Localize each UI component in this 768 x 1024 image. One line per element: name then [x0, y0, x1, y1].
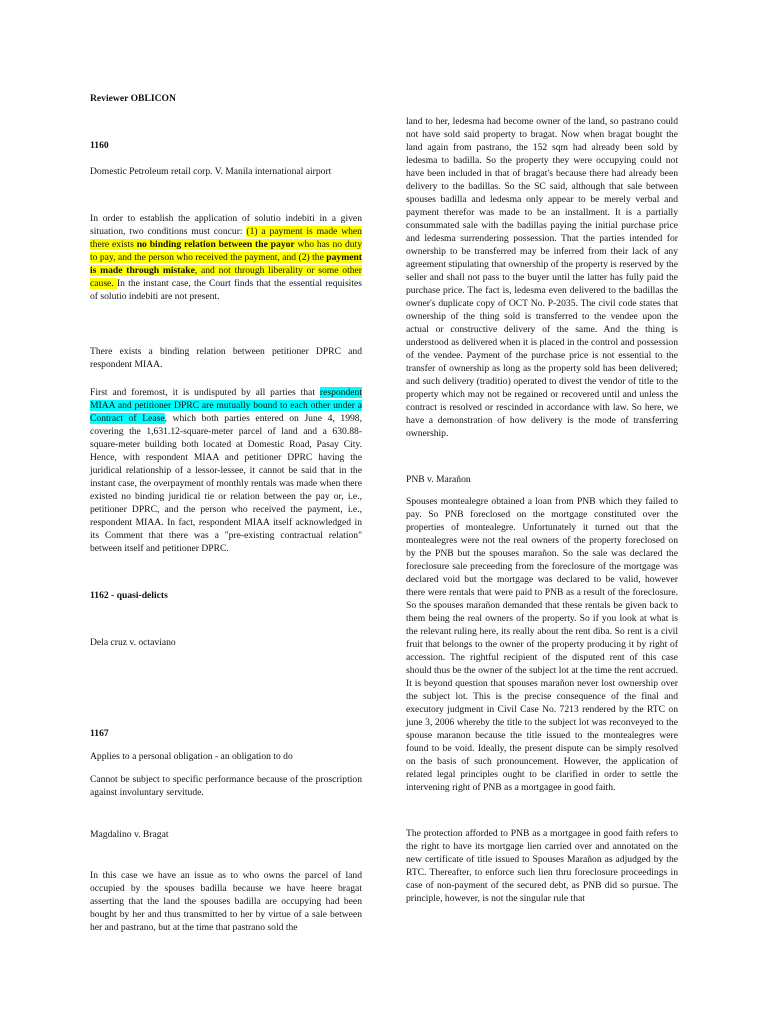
- highlight-yellow-bold: no binding relation between the payor: [136, 239, 295, 250]
- text-segment: In order to establish the application of solutio indebiti in a given situation, two conditions must concur:: [90, 213, 362, 237]
- highlight-yellow: who has no duty to pay, and the person who received the payment, and (2) the: [90, 239, 362, 263]
- highlight-yellow-bold: payment is made through mistake: [90, 252, 362, 276]
- highlight-yellow: , and not through liberality or some other cause.: [90, 265, 362, 289]
- text-segment: , which both parties entered on June 4, 1998, covering the 1,631.12-square-meter parcel of land and a 630.88-square-meter building both located at Domestic Road, Pasay City. Hence, with respondent MIAA and petitioner DPRC having the juridical relationship of a lessor-lessee, it cannot be said that in the instant case, the overpayment of monthly rentals was made when there existed no binding juridical tie or relation between the pay or, i.e., petitioner DPRC, and the person who received the payment, i.e., respondent MIAA. In fact, respondent MIAA itself acknowledged in its Comment that there was a "pre-existing contractual relation" between itself and petitioner DPRC.: [90, 413, 362, 554]
- heading-1167: 1167: [90, 728, 109, 739]
- right-column: [406, 115, 678, 905]
- paragraph-solutio-indebiti: [90, 212, 362, 303]
- paragraph-pnb-rentals: Spouses montealegre obtained a loan from PNB which they failed to pay. So PNB foreclosed on the mortgage constituted over the properties of montealegre. Unfortunately it turned out that the montealegres were not the real owners of the property foreclosed on by the PNB but the spouses marañon. So the sale was declared the foreclosure sale preceeding from the foreclosure of the mortgage was declared void but the mortgage was declared to be valid, however there were rentals that were paid to PNB as a result of the foreclosure. So the spouses marañon demanded that these rentals be given back to them being the real owners of the property. So if you look at what is the relevant ruling here, its really about the rent diba. So rent is a civil fruit that belongs to the owner of the property producing it by right of accession. The rightful recipient of the disputed rent of this case should thus be the owner of the subject lot at the time the rent accrued. It is beyond question that spouses marañon never lost ownership over the subject lot. This is the precise consequence of the final and executory judgment in Civil Case No. 7213 rendered by the RTC on june 3, 2006 whereby the title to the subject lot was reconveyed to the spouse maranon because the title issued to the montealegres were found to be void. Ideally, the present dispute can be simply resolved on the basis of such pronouncement. However, the application of related legal principles ought to be clarified in order to settle the intervening right of PNB as a mortgagee in good faith.: [406, 496, 678, 793]
- paragraph-personal-obligation: Applies to a personal obligation - an obligation to do: [90, 751, 293, 762]
- heading-1162: 1162 - quasi-delicts: [90, 590, 168, 601]
- case-title-magdalino: Magdalino v. Bragat: [90, 829, 169, 840]
- text-segment: In the instant case, the Court finds that the essential requisites of solutio indebiti are not present.: [90, 278, 363, 302]
- highlight-cyan: respondent MIAA and petitioner DPRC are mutually bound to each other under a Contract of Lease: [90, 387, 362, 424]
- case-title-pnb-maranon: PNB v. Marañon: [406, 474, 471, 485]
- paragraph-binding-relation: There exists a binding relation between petitioner DPRC and respondent MIAA.: [90, 346, 362, 370]
- heading-1160: 1160: [90, 140, 109, 151]
- left-column: [90, 92, 362, 934]
- case-title-dela-cruz: Dela cruz v. octaviano: [90, 637, 176, 648]
- paragraph-involuntary-servitude: Cannot be subject to specific performance because of the proscription against involuntary servitude.: [90, 774, 362, 798]
- text-segment: First and foremost, it is undisputed by all parties that: [90, 387, 320, 398]
- paragraph-magdalino-facts: In this case we have an issue as to who owns the parcel of land occupied by the spouses badilla because we have heere bragat asserting that the land the spouses badilla are occupying had been bought by her and thus transmitted to her by virtue of a sale between her and pastrano, but at the time that pastrano sold the: [90, 870, 362, 933]
- document-title: Reviewer OBLICON: [90, 93, 176, 104]
- paragraph-delivery-ownership: land to her, ledesma had become owner of the land, so pastrano could not have sold said property to bragat. Now when bragat bought the land again from pastrano, the 152 sqm had already been sold by ledesma to badilla. So the property they were occupying could not have been included in that of bragat's because there had already been delivery to the badillas. So the SC said, although that sale between spouses badilla and ledesma only appear to be merely verbal and payment therefor was made to be an installment. It is a partially consummated sale with the badillas paying the initial purchase price and ledesma surrendering possession. That the parties intended for ownership to be transferred may be inferred from their lack of any agreement stipulating that ownership of the property is reserved by the seller and shall not pass to the buyer until the latter has fully paid the purchase price. The fact is, ledesma even delivered to the badillas the owner's duplicate copy of OCT No. P-2035. The civil code states that ownership of the thing sold is transferred to the vendee upon the actual or constructive delivery of the same. And the thing is understood as delivered when it is placed in the control and possession of the vendee. Payment of the purchase price is not essential to the transfer of ownership as long as the property sold has been delivered; and such delivery (traditio) operated to divest the vendor of title to the property which may not be regained or recovered until and unless the contract is resolved or rescinded in accordance with law. So here, we have a demonstration of how delivery is the mode of transferring ownership.: [406, 116, 678, 439]
- case-title-domestic-petroleum: Domestic Petroleum retail corp. V. Manila international airport: [90, 166, 332, 177]
- paragraph-contract-of-lease: [90, 386, 362, 555]
- highlight-yellow: (1) a payment is made when there exists: [90, 226, 362, 250]
- paragraph-mortgagee-good-faith: The protection afforded to PNB as a mortgagee in good faith refers to the right to have its mortgage lien carried over and annotated on the new certificate of title issued to Spouses Marañon as adjudged by the RTC. Thereafter, to enforce such lien thru foreclosure proceedings in case of non-payment of the secured debt, as PNB did so pursue. The principle, however, is not the singular rule that: [406, 828, 678, 904]
